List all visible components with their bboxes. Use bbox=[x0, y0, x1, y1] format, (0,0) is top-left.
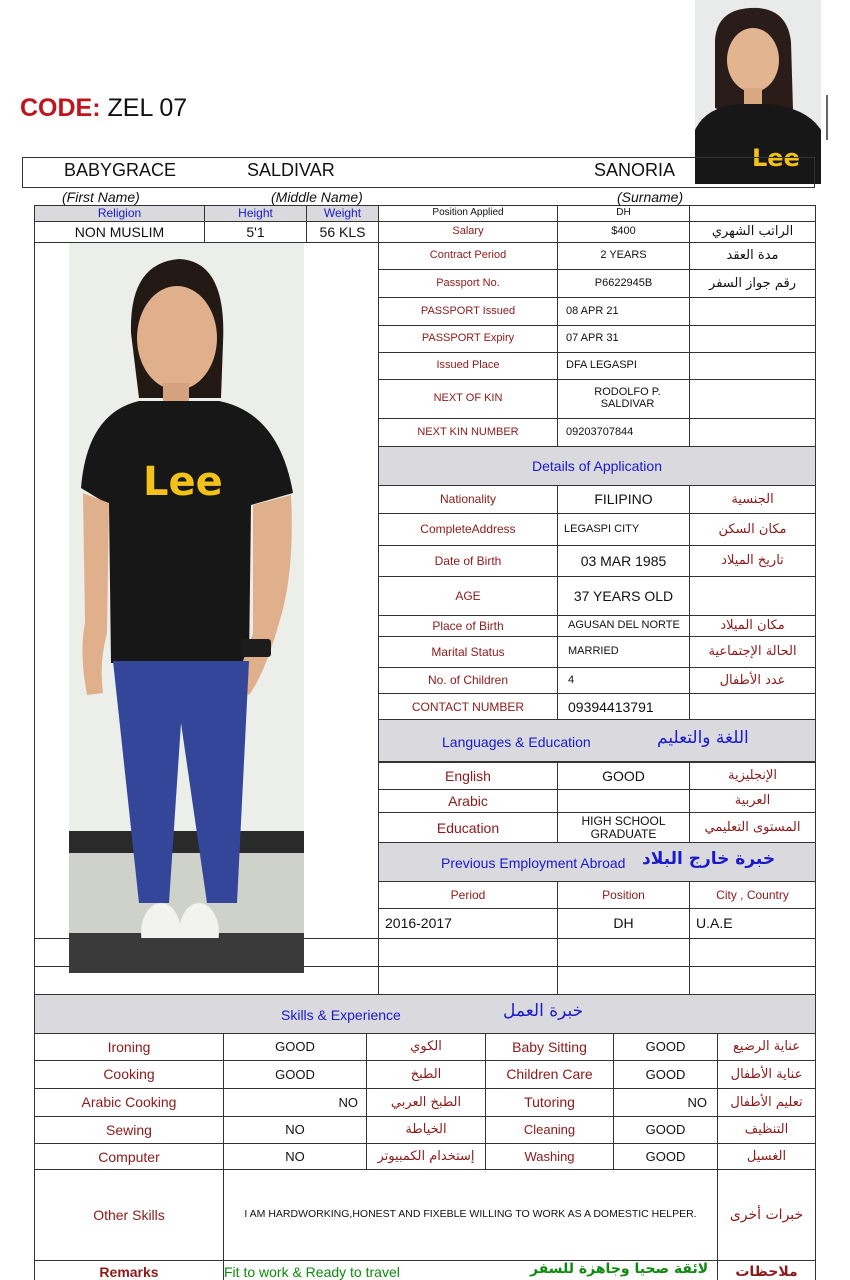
detail-value: 07 APR 31 bbox=[557, 325, 690, 353]
surname-label: (Surname) bbox=[617, 189, 684, 205]
application-ar: الحالة الإجتماعية bbox=[689, 636, 816, 668]
detail-ar bbox=[689, 352, 816, 380]
code-value: ZEL 07 bbox=[107, 94, 188, 122]
skill-ar: الطبخ العربي bbox=[366, 1088, 486, 1117]
empty-row-cell bbox=[378, 938, 558, 967]
application-ar: عدد الأطفال bbox=[689, 667, 816, 694]
detail-ar: الراتب الشهري bbox=[689, 221, 816, 243]
religion-value: NON MUSLIM bbox=[34, 221, 205, 243]
empty-row-cell bbox=[689, 938, 816, 967]
skill-ar: الخياطة bbox=[366, 1116, 486, 1144]
skill-value: GOOD bbox=[223, 1060, 367, 1089]
detail-value: RODOLFO P. SALDIVAR bbox=[557, 379, 690, 419]
language-value: GOOD bbox=[557, 762, 690, 790]
skills-header-en: Skills & Experience bbox=[281, 1007, 401, 1023]
application-ar: مكان السكن bbox=[689, 513, 816, 546]
application-label: Place of Birth bbox=[378, 615, 558, 637]
application-value: LEGASPI CITY bbox=[557, 513, 690, 546]
detail-ar bbox=[689, 325, 816, 353]
application-value: FILIPINO bbox=[557, 485, 690, 514]
code-label: CODE: bbox=[20, 94, 101, 122]
empty-row-cell bbox=[557, 938, 690, 967]
first-name-label: (First Name) bbox=[62, 189, 140, 205]
remarks-value: Fit to work & Ready to travel bbox=[223, 1260, 718, 1280]
employment-header-en: Previous Employment Abroad bbox=[441, 855, 626, 871]
skill-label: Tutoring bbox=[485, 1088, 614, 1117]
detail-label: PASSPORT Issued bbox=[378, 297, 558, 326]
skill-value: GOOD bbox=[613, 1143, 718, 1171]
languages-header bbox=[378, 719, 816, 762]
application-label: Marital Status bbox=[378, 636, 558, 668]
position-ar bbox=[689, 205, 816, 222]
application-label: AGE bbox=[378, 576, 558, 616]
application-label: CompleteAddress bbox=[378, 513, 558, 546]
language-ar: المستوى التعليمي bbox=[689, 812, 816, 844]
detail-ar bbox=[689, 379, 816, 419]
detail-value: DFA LEGASPI bbox=[557, 352, 690, 380]
application-ar bbox=[689, 576, 816, 616]
full-body-photo bbox=[69, 243, 304, 973]
religion-label: Religion bbox=[34, 205, 205, 222]
employment-period: 2016-2017 bbox=[378, 908, 558, 939]
detail-value: 09203707844 bbox=[557, 418, 690, 447]
first-name: BABYGRACE bbox=[64, 160, 177, 180]
skill-value: GOOD bbox=[613, 1033, 718, 1061]
skill-value: GOOD bbox=[613, 1116, 718, 1144]
skill-label: Computer bbox=[34, 1143, 224, 1171]
language-label: Arabic bbox=[378, 789, 558, 813]
application-value: AGUSAN DEL NORTE bbox=[557, 615, 690, 637]
skills-header bbox=[34, 994, 816, 1034]
empty-row-cell bbox=[557, 966, 690, 995]
middle-name: SALDIVAR bbox=[247, 160, 335, 180]
languages-header-ar: اللغة والتعليم bbox=[657, 728, 749, 748]
application-value: 03 MAR 1985 bbox=[557, 545, 690, 577]
other-skills-label: Other Skills bbox=[34, 1169, 224, 1261]
skill-label: Ironing bbox=[34, 1033, 224, 1061]
height-value: 5'1 bbox=[204, 221, 307, 243]
skill-ar: التنظيف bbox=[717, 1116, 816, 1144]
languages-header-en: Languages & Education bbox=[442, 734, 591, 750]
language-label: Education bbox=[378, 812, 558, 844]
application-value: 09394413791 bbox=[557, 693, 690, 721]
detail-label: Issued Place bbox=[378, 352, 558, 380]
empty-row-cell bbox=[689, 966, 816, 995]
detail-ar bbox=[689, 297, 816, 326]
application-label: Date of Birth bbox=[378, 545, 558, 577]
code-header bbox=[20, 94, 187, 123]
employment-city: U.A.E bbox=[689, 908, 816, 939]
skill-value: NO bbox=[223, 1143, 367, 1171]
skill-label: Washing bbox=[485, 1143, 614, 1171]
language-value: HIGH SCHOOL GRADUATE bbox=[557, 812, 690, 844]
skill-value: NO bbox=[223, 1088, 367, 1117]
language-value bbox=[557, 789, 690, 813]
skill-value: GOOD bbox=[613, 1060, 718, 1089]
surname: SANORIA bbox=[594, 160, 676, 180]
detail-value: 08 APR 21 bbox=[557, 297, 690, 326]
position-label: Position Applied bbox=[378, 205, 558, 222]
detail-label: Salary bbox=[378, 221, 558, 243]
weight-label: Weight bbox=[306, 205, 379, 222]
skill-label: Arabic Cooking bbox=[34, 1088, 224, 1117]
other-skills-value: I AM HARDWORKING,HONEST AND FIXEBLE WILLING TO WORK AS A DOMESTIC HELPER. bbox=[223, 1169, 718, 1261]
remarks-ar: ملاحظات bbox=[717, 1260, 816, 1280]
application-value: MARRIED bbox=[557, 636, 690, 668]
employment-header bbox=[378, 842, 816, 882]
skill-label: Children Care bbox=[485, 1060, 614, 1089]
remarks-label: Remarks bbox=[34, 1260, 224, 1280]
language-ar: العربية bbox=[689, 789, 816, 813]
detail-label: NEXT KIN NUMBER bbox=[378, 418, 558, 447]
svg-text:Lee: Lee bbox=[752, 144, 800, 172]
application-ar bbox=[689, 693, 816, 721]
skill-value: GOOD bbox=[223, 1033, 367, 1061]
application-ar: تاريخ الميلاد bbox=[689, 545, 816, 577]
skill-ar: إستخدام الكمبيوتر bbox=[366, 1143, 486, 1171]
middle-name-label: (Middle Name) bbox=[271, 189, 363, 205]
position-value: DH bbox=[557, 205, 690, 222]
skill-label: Cleaning bbox=[485, 1116, 614, 1144]
application-ar: الجنسية bbox=[689, 485, 816, 514]
application-value: 4 bbox=[557, 667, 690, 694]
skill-ar: الغسيل bbox=[717, 1143, 816, 1171]
other-skills-ar: خبرات أخرى bbox=[717, 1169, 816, 1261]
application-label: Nationality bbox=[378, 485, 558, 514]
detail-ar: رقم جواز السفر bbox=[689, 269, 816, 298]
height-label: Height bbox=[204, 205, 307, 222]
skill-label: Sewing bbox=[34, 1116, 224, 1144]
detail-label: Contract Period bbox=[378, 242, 558, 270]
employment-position: DH bbox=[557, 908, 690, 939]
employment-col-period: Period bbox=[378, 881, 558, 909]
skill-ar: الكوي bbox=[366, 1033, 486, 1061]
application-ar: مكان الميلاد bbox=[689, 615, 816, 637]
application-header: Details of Application bbox=[378, 446, 816, 486]
language-ar: الإنجليزية bbox=[689, 762, 816, 790]
detail-value: 2 YEARS bbox=[557, 242, 690, 270]
skill-label: Baby Sitting bbox=[485, 1033, 614, 1061]
skill-ar: الطبخ bbox=[366, 1060, 486, 1089]
detail-value: P6622945B bbox=[557, 269, 690, 298]
photo-edge-line bbox=[826, 95, 828, 140]
detail-label: PASSPORT Expiry bbox=[378, 325, 558, 353]
detail-label: Passport No. bbox=[378, 269, 558, 298]
svg-text:Lee: Lee bbox=[143, 459, 223, 505]
detail-value: $400 bbox=[557, 221, 690, 243]
skill-label: Cooking bbox=[34, 1060, 224, 1089]
empty-row-cell bbox=[378, 966, 558, 995]
application-value: 37 YEARS OLD bbox=[557, 576, 690, 616]
skill-value: NO bbox=[613, 1088, 718, 1117]
language-label: English bbox=[378, 762, 558, 790]
skill-ar: تعليم الأطفال bbox=[717, 1088, 816, 1117]
weight-value: 56 KLS bbox=[306, 221, 379, 243]
detail-ar: مدة العقد bbox=[689, 242, 816, 270]
detail-label: NEXT OF KIN bbox=[378, 379, 558, 419]
application-label: CONTACT NUMBER bbox=[378, 693, 558, 721]
employment-header-ar: خبرة خارج البلاد bbox=[642, 849, 776, 869]
detail-ar bbox=[689, 418, 816, 447]
skills-header-ar: خبرة العمل bbox=[503, 1001, 584, 1021]
employment-col-position: Position bbox=[557, 881, 690, 909]
skill-ar: عناية الرضيع bbox=[717, 1033, 816, 1061]
remarks-ar-value: لائقة صحيا وجاهزة للسفر bbox=[530, 1261, 709, 1277]
skill-ar: عناية الأطفال bbox=[717, 1060, 816, 1089]
skill-value: NO bbox=[223, 1116, 367, 1144]
photo-bottom-cover bbox=[69, 938, 304, 973]
employment-col-city: City , Country bbox=[689, 881, 816, 909]
application-label: No. of Children bbox=[378, 667, 558, 694]
